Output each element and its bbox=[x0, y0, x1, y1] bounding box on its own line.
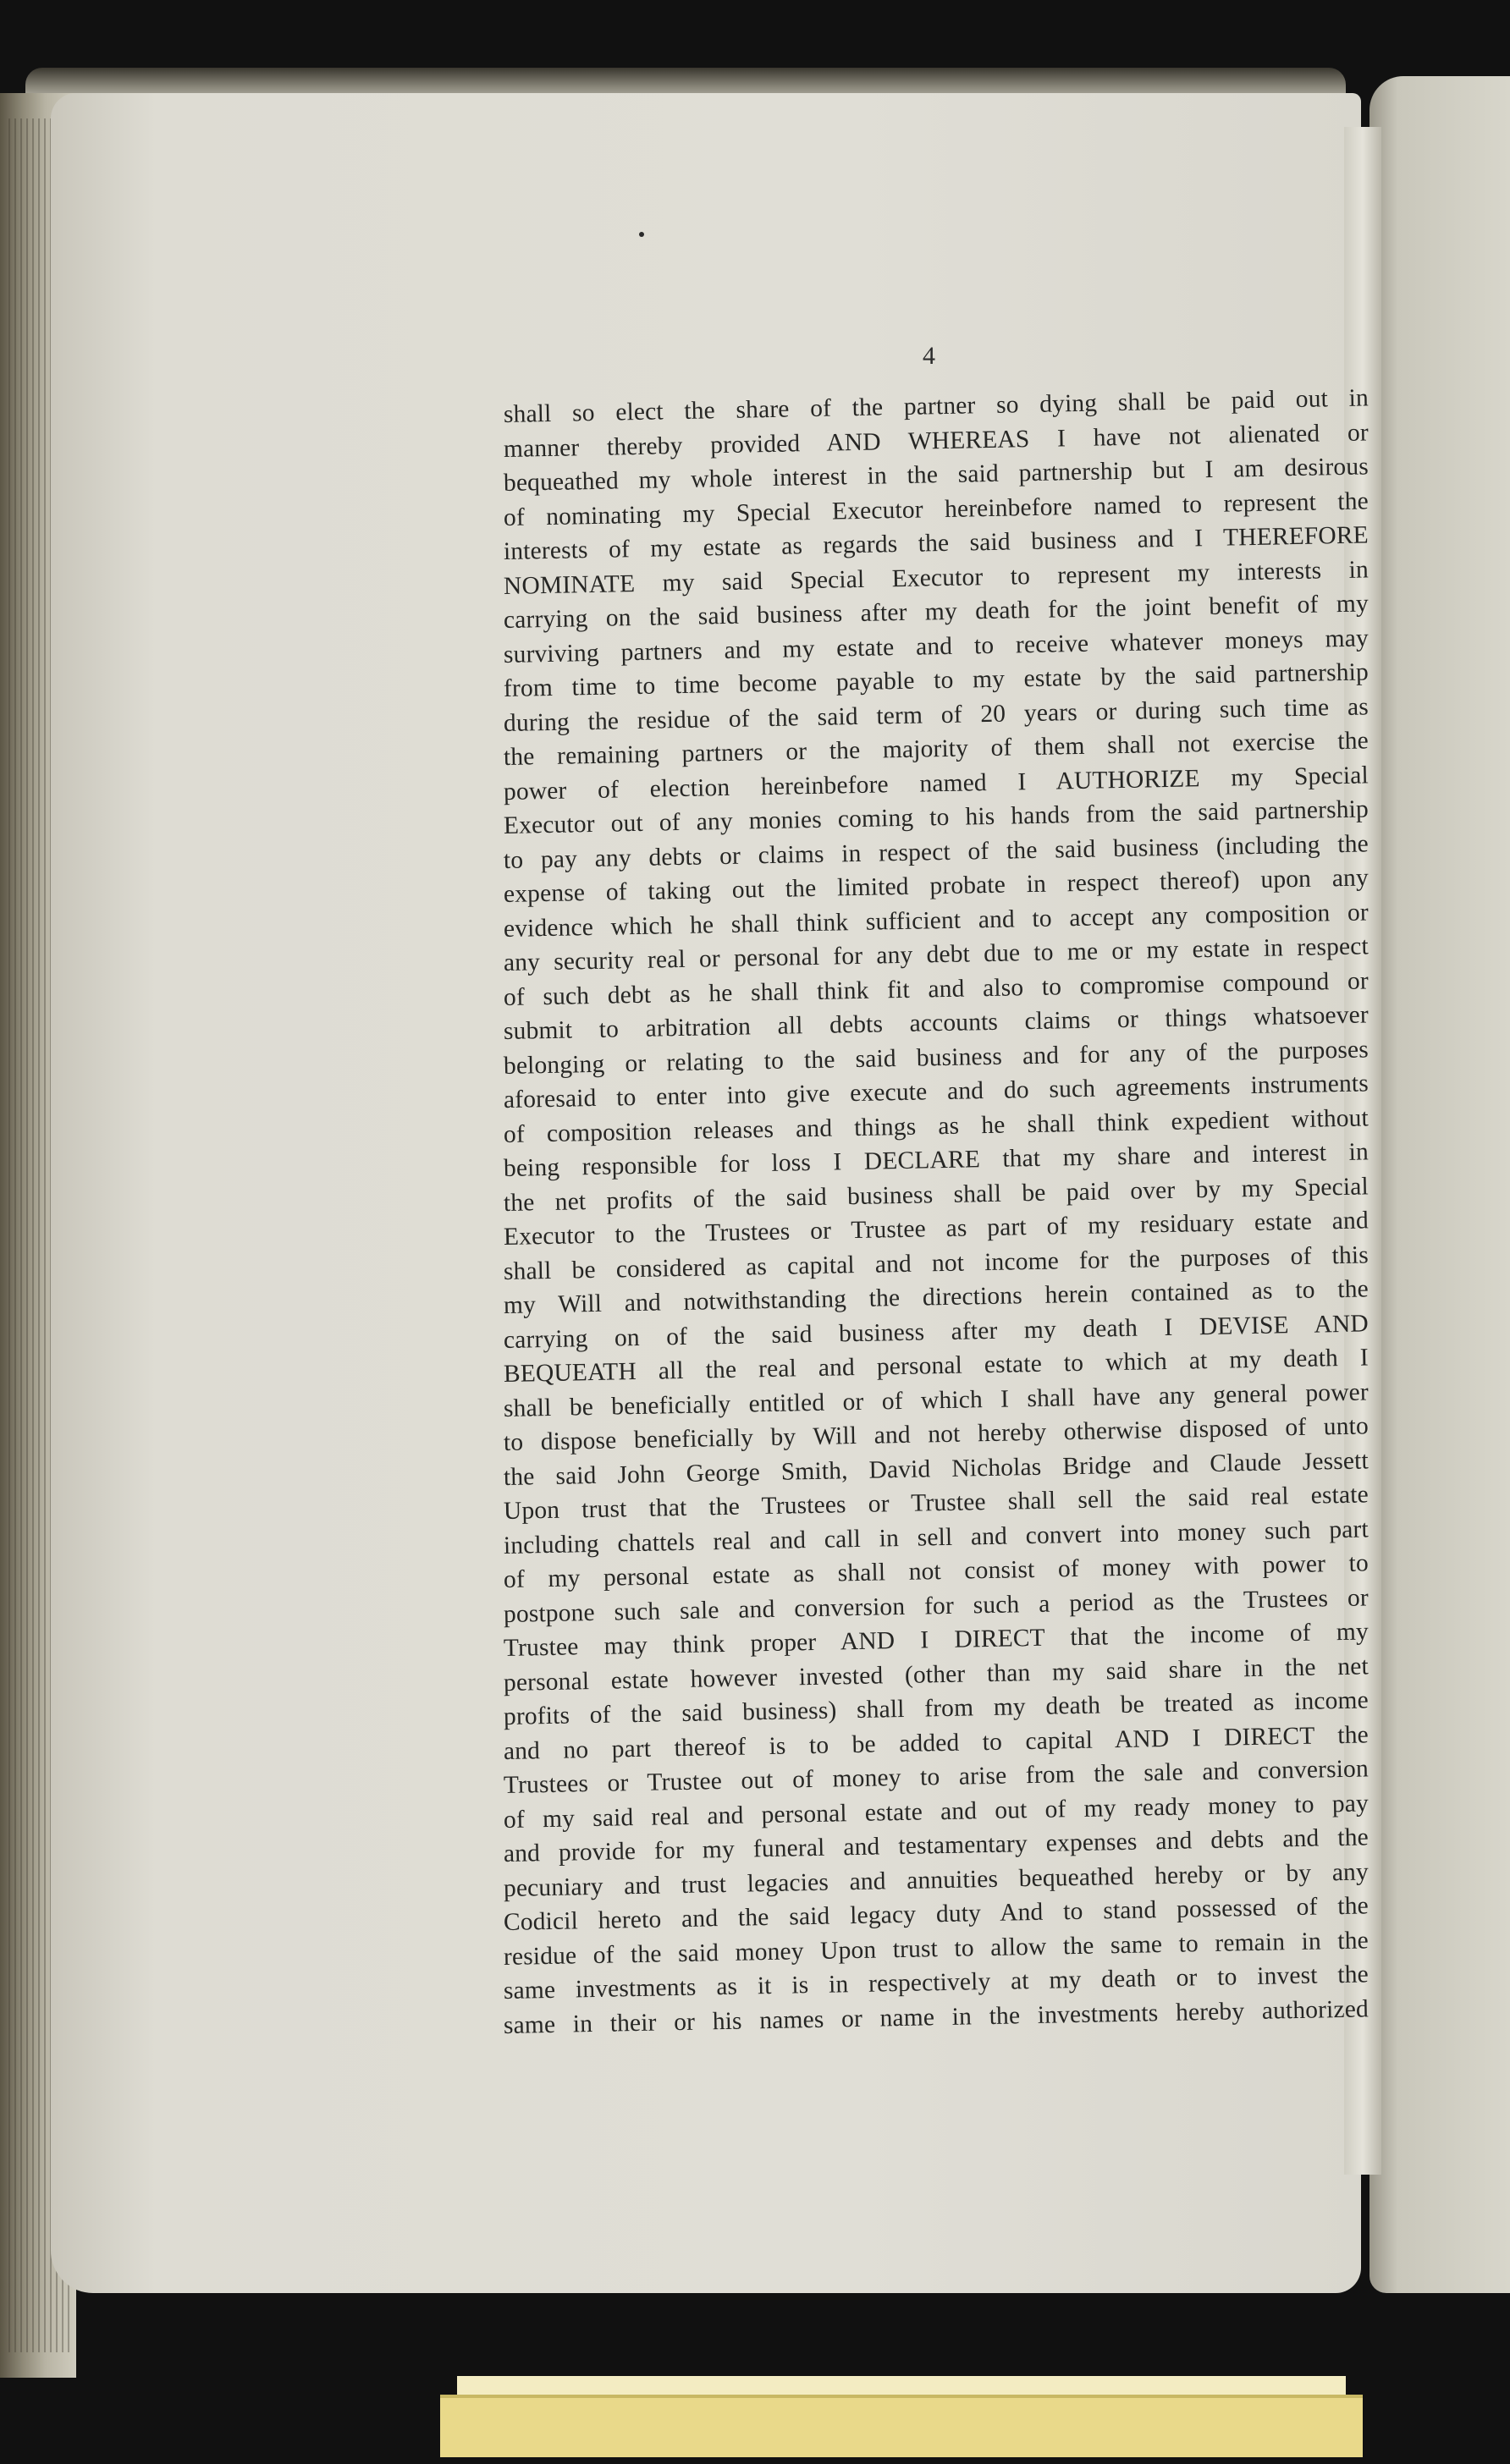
text-line: the said John George Smith, David Nicholas Bridge and Claude Jessett bbox=[503, 1446, 1369, 1491]
text-line: profits of the said business) shall from my death be treated as income bbox=[503, 1686, 1369, 1730]
text-line: my Will and notwithstanding the directions herein contained as to the bbox=[503, 1275, 1369, 1319]
text-line: interests of my estate as regards the said business and I THEREFORE bbox=[503, 521, 1369, 565]
text-line: submit to arbitration all debts accounts claims or things whatsoever bbox=[503, 1001, 1369, 1045]
text-line: of composition releases and things as he shall think expedient without bbox=[503, 1103, 1369, 1148]
text-line: residue of the said money Upon trust to allow the same to remain in the bbox=[503, 1926, 1369, 1971]
text-line: to pay any debts or claims in respect of the said business (including the bbox=[503, 829, 1369, 874]
text-line: the net profits of the said business shall be paid over by my Special bbox=[503, 1172, 1369, 1217]
text-line: shall be beneficially entitled or of which I shall have any general power bbox=[503, 1378, 1369, 1422]
text-line: pecuniary and trust legacies and annuities bequeathed hereby or by any bbox=[503, 1857, 1369, 1902]
text-line: of such debt as he shall think fit and also to compromise compound or bbox=[503, 966, 1369, 1011]
text-line: of my personal estate as shall not consist of money with power to bbox=[503, 1549, 1369, 1593]
text-line: expense of taking out the limited probate in respect thereof) upon any bbox=[503, 864, 1369, 908]
text-line: and no part thereof is to be added to capital AND I DIRECT the bbox=[503, 1720, 1369, 1765]
document-body bbox=[503, 384, 1369, 2043]
text-line: Upon trust that the Trustees or Trustee shall sell the said real estate bbox=[503, 1481, 1369, 1525]
text-line: same in their or his names or name in the investments hereby authorized bbox=[503, 1994, 1369, 2039]
text-line: aforesaid to enter into give execute and do such agreements instruments bbox=[503, 1070, 1369, 1114]
text-line: Executor to the Trustees or Trustee as part of my residuary estate and bbox=[503, 1207, 1369, 1251]
text-line: from time to time become payable to my estate by the said partnership bbox=[503, 658, 1369, 702]
text-line: of my said real and personal estate and out of my ready money to pay bbox=[503, 1789, 1369, 1834]
text-line: bequeathed my whole interest in the said partnership but I am desirous bbox=[503, 453, 1369, 497]
text-line: carrying on the said business after my death for the joint benefit of my bbox=[503, 590, 1369, 634]
text-line: surviving partners and my estate and to receive whatever moneys may bbox=[503, 624, 1369, 668]
text-line: of nominating my Special Executor hereinbefore named to represent the bbox=[503, 487, 1369, 531]
text-line: evidence which he shall think sufficient and to accept any composition or bbox=[503, 898, 1369, 943]
text-line: personal estate however invested (other than my said share in the net bbox=[503, 1652, 1369, 1697]
text-line: shall so elect the share of the partner so dying shall be paid out in bbox=[503, 384, 1369, 428]
text-line: postpone such sale and conversion for such a period as the Trustees or bbox=[503, 1583, 1369, 1628]
text-line: Trustees or Trustee out of money to arise from the sale and conversion bbox=[503, 1755, 1369, 1799]
text-line: including chattels real and call in sell and convert into money such part bbox=[503, 1515, 1369, 1559]
text-line: and provide for my funeral and testamentary expenses and debts and the bbox=[503, 1823, 1369, 1867]
text-line: any security real or personal for any debt due to me or my estate in respect bbox=[503, 932, 1369, 976]
text-line: NOMINATE my said Special Executor to represent my interests in bbox=[503, 555, 1369, 600]
text-line: Trustee may think proper AND I DIRECT that the income of my bbox=[503, 1618, 1369, 1662]
text-line: power of election hereinbefore named I AUTHORIZE my Special bbox=[503, 761, 1369, 806]
text-line: Executor out of any monies coming to his hands from the said partnership bbox=[503, 795, 1369, 839]
text-line: shall be considered as capital and not income for the purposes of this bbox=[503, 1240, 1369, 1285]
text-line: during the residue of the said term of 20 years or during such time as bbox=[503, 692, 1369, 737]
facing-page-edge bbox=[1369, 76, 1510, 2293]
page-number: 4 bbox=[923, 342, 935, 370]
text-line: being responsible for loss I DECLARE that my share and interest in bbox=[503, 1138, 1369, 1182]
text-line: same investments as it is in respectively at my death or to invest the bbox=[503, 1961, 1369, 2005]
text-line: carrying on of the said business after my death I DEVISE AND bbox=[503, 1309, 1369, 1354]
bookmark-tab bbox=[440, 2395, 1363, 2457]
ink-dot bbox=[639, 232, 644, 237]
text-line: to dispose beneficially by Will and not hereby otherwise disposed of unto bbox=[503, 1412, 1369, 1456]
text-line: the remaining partners or the majority of them shall not exercise the bbox=[503, 727, 1369, 771]
text-line: belonging or relating to the said business and for any of the purposes bbox=[503, 1035, 1369, 1080]
text-line: manner thereby provided AND WHEREAS I have not alienated or bbox=[503, 418, 1369, 463]
text-line: BEQUEATH all the real and personal estate to which at my death I bbox=[503, 1344, 1369, 1388]
text-line: Codicil hereto and the said legacy duty And to stand possessed of the bbox=[503, 1892, 1369, 1936]
